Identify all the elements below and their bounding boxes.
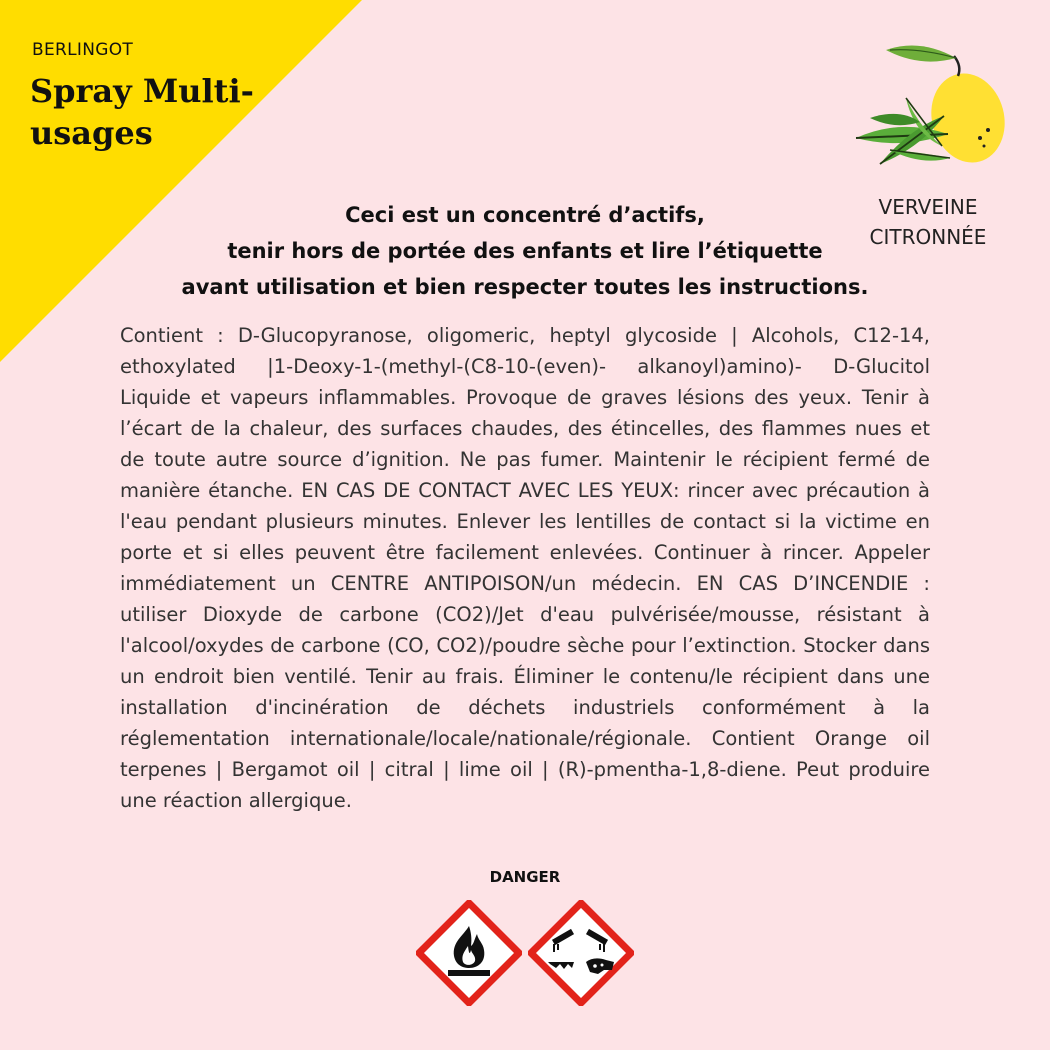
product-title-line1: Spray Multi- xyxy=(30,72,254,110)
brand-name: BERLINGOT xyxy=(32,40,134,60)
product-title-line2: usages xyxy=(30,114,153,152)
composition-text: Contient : D-Glucopyranose, oligomeric, heptyl glycoside | Alcohols, C12-14, ethoxylated |1-Deoxy-1-(methyl-(C8-10-(even)- alkanoyl)amino)- D-Glucitol Liquide et vapeurs inflammables. Provoque de graves lésions des yeux. Tenir à l’écart de la chaleur, des surfaces chaudes, des étincelles, des flammes nues et de toute autre source d’ignition. Ne pas fumer. Maintenir le récipient fermé de manière étanche. EN CAS DE CONTACT AVEC LES YEUX: rincer avec précaution à l'eau pendant plusieurs minutes. Enlever les lentilles de contact si la victime en porte et si elles peuvent être facilement enlevées. Continuer à rincer. Appeler immédiatement un CENTRE ANTIPOISON/un médecin. EN CAS D’INCENDIE : utiliser Dioxyde de carbone (CO2)/Jet d'eau pulvérisée/mousse, résistant à l'alcool/oxydes de carbone (CO, CO2)/poudre sèche pour l’extinction. Stocker dans un endroit bien ventilé. Tenir au frais. Éliminer le contenu/le récipient dans une installation d'incinération de déchets industriels conformément à la réglementation internationale/locale/nationale/régionale. Contient Orange oil terpenes | Bergamot oil | citral | lime oil | (R)-pmentha-1,8-diene. Peut produire une réaction allergique. xyxy=(120,324,930,812)
scent-line2: CITRONNÉE xyxy=(869,225,987,249)
warning-line3: avant utilisation et bien respecter toutes les instructions. xyxy=(181,275,869,299)
flame-pictogram-icon xyxy=(416,900,522,1006)
danger-signal-word: DANGER xyxy=(489,868,561,886)
scent-line1: VERVEINE xyxy=(878,195,978,219)
warning-line2: tenir hors de portée des enfants et lire l’étiquette xyxy=(227,239,823,263)
corrosion-pictogram-icon xyxy=(528,900,634,1006)
product-title xyxy=(30,70,270,154)
warning-line1: Ceci est un concentré d’actifs, xyxy=(345,203,705,227)
lemon-verbena-illustration xyxy=(850,38,1010,178)
safety-warning xyxy=(120,197,930,305)
